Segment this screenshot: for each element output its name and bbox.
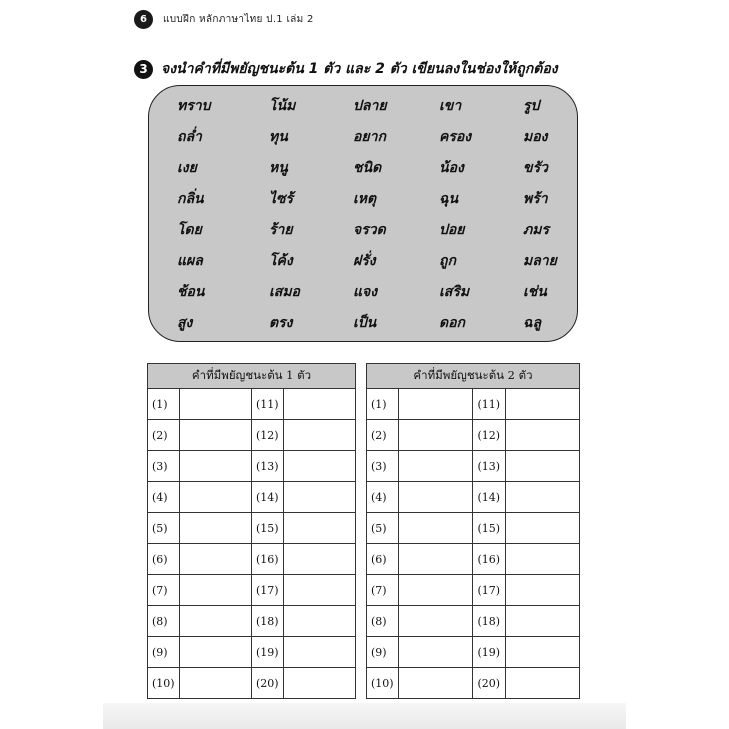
- word-item: ดอก: [439, 315, 465, 331]
- item-number-label: (5): [148, 513, 180, 544]
- table-row: [148, 420, 356, 451]
- answer-cell[interactable]: [284, 420, 356, 451]
- answer-cell[interactable]: [505, 482, 579, 513]
- answer-cell[interactable]: [180, 544, 252, 575]
- item-number-label: (17): [473, 575, 505, 606]
- answer-cell[interactable]: [284, 544, 356, 575]
- word-item: เป็น: [353, 315, 377, 331]
- item-number-label: (4): [148, 482, 180, 513]
- answer-cell[interactable]: [284, 451, 356, 482]
- answer-cell[interactable]: [399, 451, 473, 482]
- item-number-label: (6): [148, 544, 180, 575]
- word-item: โค้ง: [269, 253, 293, 269]
- word-item: อยาก: [353, 129, 386, 145]
- answer-cell[interactable]: [505, 513, 579, 544]
- item-number-label: (11): [473, 389, 505, 420]
- item-number-label: (14): [473, 482, 505, 513]
- answer-cell[interactable]: [284, 482, 356, 513]
- word-item: มลาย: [523, 253, 557, 269]
- word-item: ทุน: [269, 129, 288, 145]
- word-item: พร้า: [523, 191, 548, 207]
- table-row: [148, 389, 356, 420]
- word-item: เงย: [177, 160, 197, 176]
- table-row: [367, 668, 580, 699]
- answer-cell[interactable]: [180, 513, 252, 544]
- item-number-label: (8): [148, 606, 180, 637]
- word-item: รูป: [523, 98, 540, 114]
- answer-cell[interactable]: [180, 575, 252, 606]
- answer-cell[interactable]: [505, 389, 579, 420]
- item-number-label: (18): [473, 606, 505, 637]
- answer-cell[interactable]: [284, 513, 356, 544]
- table-one-consonant: [147, 363, 356, 699]
- word-item: จรวด: [353, 222, 386, 238]
- item-number-label: (6): [367, 544, 399, 575]
- word-item: โดย: [177, 222, 202, 238]
- answer-cell[interactable]: [180, 451, 252, 482]
- answer-cell[interactable]: [180, 389, 252, 420]
- item-number-label: (1): [148, 389, 180, 420]
- item-number-label: (13): [252, 451, 284, 482]
- word-item: ขรัว: [523, 160, 548, 176]
- page-number-badge: 6: [134, 10, 153, 29]
- answer-cell[interactable]: [284, 575, 356, 606]
- table-row: [367, 389, 580, 420]
- item-number-label: (2): [148, 420, 180, 451]
- answer-cell[interactable]: [284, 668, 356, 699]
- word-item: แจง: [353, 284, 378, 300]
- word-item: น้อง: [439, 160, 464, 176]
- word-item: ถล่ำ: [177, 129, 202, 145]
- item-number-label: (8): [367, 606, 399, 637]
- item-number-label: (18): [252, 606, 284, 637]
- answer-cell[interactable]: [180, 606, 252, 637]
- table-row: [148, 482, 356, 513]
- item-number-label: (3): [367, 451, 399, 482]
- item-number-label: (9): [148, 637, 180, 668]
- word-item: ร้าย: [269, 222, 293, 238]
- word-item: มอง: [523, 129, 548, 145]
- word-bank: [148, 85, 578, 342]
- item-number-label: (20): [473, 668, 505, 699]
- answer-cell[interactable]: [399, 668, 473, 699]
- table-row: [367, 482, 580, 513]
- word-item: เสมอ: [269, 284, 300, 300]
- item-number-label: (19): [473, 637, 505, 668]
- answer-cell[interactable]: [180, 420, 252, 451]
- answer-cell[interactable]: [284, 606, 356, 637]
- answer-cell[interactable]: [180, 668, 252, 699]
- item-number-label: (10): [148, 668, 180, 699]
- item-number-label: (7): [367, 575, 399, 606]
- word-item: ถูก: [439, 253, 456, 269]
- item-number-label: (16): [473, 544, 505, 575]
- item-number-label: (7): [148, 575, 180, 606]
- item-number-label: (1): [367, 389, 399, 420]
- item-number-label: (11): [252, 389, 284, 420]
- answer-cell[interactable]: [180, 482, 252, 513]
- answer-cell[interactable]: [505, 544, 579, 575]
- page-bottom-shadow: [103, 703, 626, 729]
- word-item: ฝรั่ง: [353, 253, 376, 269]
- instruction-text: จงนำคำที่มีพยัญชนะต้น 1 ตัว และ 2 ตัว เขียนลงในช่องให้ถูกต้อง: [161, 61, 558, 77]
- page-header: [134, 9, 314, 29]
- word-item: เสริม: [439, 284, 470, 300]
- answer-cell[interactable]: [399, 513, 473, 544]
- item-number-label: (9): [367, 637, 399, 668]
- word-item: โน้ม: [269, 98, 296, 114]
- item-number-label: (4): [367, 482, 399, 513]
- item-number-label: (15): [252, 513, 284, 544]
- table-row: [367, 420, 580, 451]
- table-row: [367, 606, 580, 637]
- answer-cell[interactable]: [284, 637, 356, 668]
- word-item: ปอย: [439, 222, 465, 238]
- answer-cell[interactable]: [399, 389, 473, 420]
- item-number-label: (16): [252, 544, 284, 575]
- table-row: [367, 637, 580, 668]
- answer-cell[interactable]: [399, 575, 473, 606]
- word-item: เขา: [439, 98, 462, 114]
- answer-cell[interactable]: [505, 451, 579, 482]
- word-item: ช้อน: [177, 284, 205, 300]
- answer-cell[interactable]: [505, 420, 579, 451]
- table-row: [148, 513, 356, 544]
- word-item: ตรง: [269, 315, 293, 331]
- table-row: [148, 451, 356, 482]
- table-row: [148, 668, 356, 699]
- item-number-label: (2): [367, 420, 399, 451]
- word-item: ฉลู: [523, 315, 542, 331]
- word-item: กลิ่น: [177, 191, 204, 207]
- word-item: เช่น: [523, 284, 547, 300]
- exercise-number-badge: 3: [134, 60, 153, 79]
- word-item: ทราบ: [177, 98, 211, 114]
- answer-cell[interactable]: [284, 389, 356, 420]
- exercise-instruction: [134, 58, 558, 80]
- answer-cell[interactable]: [399, 420, 473, 451]
- answer-cell[interactable]: [505, 668, 579, 699]
- table-row: [148, 575, 356, 606]
- answer-cell[interactable]: [399, 482, 473, 513]
- book-title: แบบฝึก หลักภาษาไทย ป.1 เล่ม 2: [163, 13, 314, 25]
- word-item: แผล: [177, 253, 203, 269]
- item-number-label: (17): [252, 575, 284, 606]
- table-row: [367, 451, 580, 482]
- table-row: [367, 544, 580, 575]
- table-two-consonants: [366, 363, 580, 699]
- answer-cell[interactable]: [505, 637, 579, 668]
- word-item: ฉุน: [439, 191, 459, 207]
- word-item: สูง: [177, 315, 193, 331]
- table-row: [367, 513, 580, 544]
- word-item: ครอง: [439, 129, 472, 145]
- table-title: คำที่มีพยัญชนะต้น 1 ตัว: [148, 364, 356, 389]
- item-number-label: (19): [252, 637, 284, 668]
- word-item: ชนิด: [353, 160, 382, 176]
- word-item: เหตุ: [353, 191, 377, 207]
- item-number-label: (13): [473, 451, 505, 482]
- word-item: ภมร: [523, 222, 549, 238]
- item-number-label: (3): [148, 451, 180, 482]
- answer-cell[interactable]: [399, 544, 473, 575]
- answer-cell[interactable]: [505, 606, 579, 637]
- table-row: [367, 575, 580, 606]
- item-number-label: (12): [252, 420, 284, 451]
- item-number-label: (15): [473, 513, 505, 544]
- table-row: [148, 637, 356, 668]
- answer-cell[interactable]: [180, 637, 252, 668]
- word-item: ไซร้: [269, 191, 294, 207]
- item-number-label: (14): [252, 482, 284, 513]
- item-number-label: (10): [367, 668, 399, 699]
- word-item: ปลาย: [353, 98, 387, 114]
- table-title: คำที่มีพยัญชนะต้น 2 ตัว: [367, 364, 580, 389]
- answer-cell[interactable]: [505, 575, 579, 606]
- answer-cell[interactable]: [399, 637, 473, 668]
- table-row: [148, 544, 356, 575]
- item-number-label: (12): [473, 420, 505, 451]
- answer-cell[interactable]: [399, 606, 473, 637]
- word-item: หนู: [269, 160, 288, 176]
- item-number-label: (20): [252, 668, 284, 699]
- table-row: [148, 606, 356, 637]
- item-number-label: (5): [367, 513, 399, 544]
